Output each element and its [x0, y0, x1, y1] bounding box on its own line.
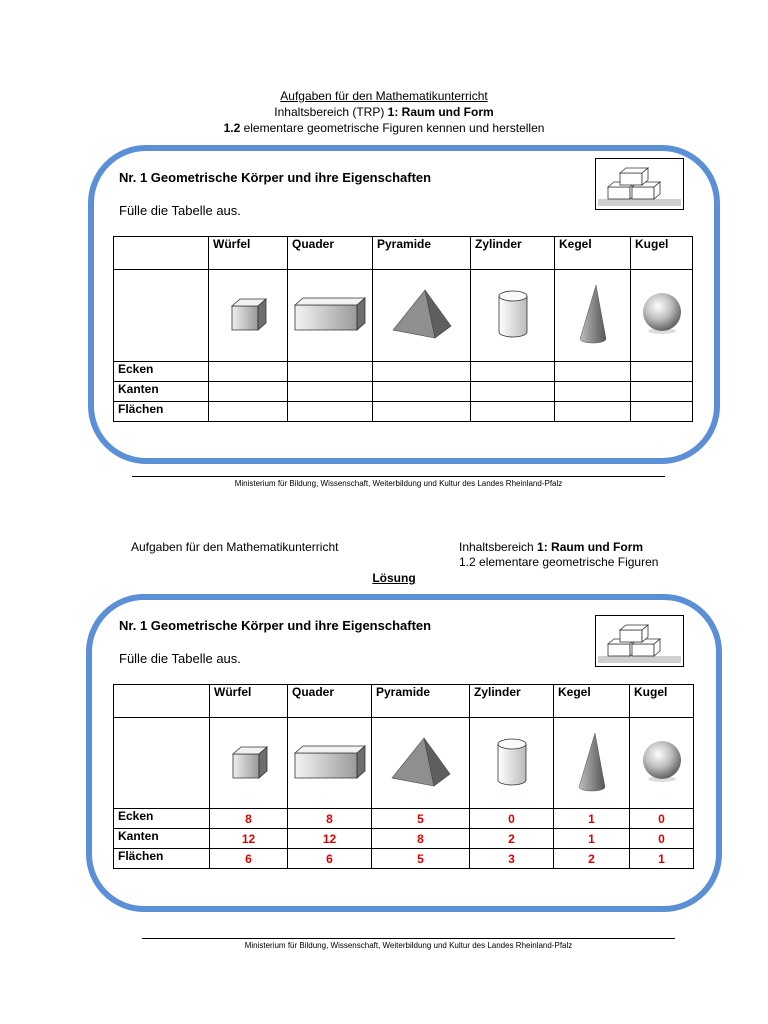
page1-blocks-thumbnail — [595, 158, 684, 210]
page1-footer: Ministerium für Bildung, Wissenschaft, Weiterbildung und Kultur des Landes Rheinland-Pfalz — [234, 479, 563, 488]
column-header: Pyramide — [372, 685, 470, 718]
page2-blocks-thumbnail — [595, 615, 684, 667]
sphere-icon — [640, 293, 684, 338]
answer-cell: 0 — [470, 809, 554, 829]
pyramid-icon — [390, 736, 452, 791]
table-corner-cell — [114, 685, 210, 718]
row-header: Ecken — [114, 362, 209, 382]
column-header: Würfel — [209, 237, 288, 270]
page2-header-left: Aufgaben für den Mathematikunterricht — [131, 540, 339, 554]
answer-cell: 1 — [554, 829, 630, 849]
page1-footer-divider — [132, 476, 665, 477]
answer-cell: 12 — [210, 829, 288, 849]
page2-footer: Ministerium für Bildung, Wissenschaft, Weiterbildung und Kultur des Landes Rheinland-Pfalz — [244, 941, 573, 950]
page1-header — [184, 88, 584, 136]
pyramid-icon — [391, 288, 453, 343]
table-header-row — [114, 685, 694, 718]
answer-cell: 8 — [210, 809, 288, 829]
page2-footer-divider — [142, 938, 675, 939]
answer-cell: 5 — [372, 849, 470, 869]
answer-cell: 12 — [288, 829, 372, 849]
column-header: Kegel — [555, 237, 631, 270]
cuboid-icon — [293, 744, 367, 783]
cuboid-icon — [293, 296, 367, 335]
column-header: Kegel — [554, 685, 630, 718]
column-header: Quader — [288, 237, 373, 270]
shape-cell — [471, 270, 555, 362]
table-corner-cell — [114, 237, 209, 270]
shape-cell — [210, 718, 288, 809]
column-header: Pyramide — [373, 237, 471, 270]
answer-cell-empty[interactable] — [209, 382, 288, 402]
table-row — [114, 362, 693, 382]
answer-cell-empty[interactable] — [471, 382, 555, 402]
answer-cell-empty[interactable] — [555, 382, 631, 402]
answer-cell-empty[interactable] — [631, 382, 693, 402]
table-row — [114, 849, 694, 869]
shape-cell — [209, 270, 288, 362]
page1-task-title: Nr. 1 Geometrische Körper und ihre Eigenschaften — [119, 170, 432, 185]
sphere-icon — [640, 741, 684, 786]
page2-instruction: Fülle die Tabelle aus. — [119, 651, 241, 666]
page1-properties-table — [113, 236, 693, 422]
answer-cell: 8 — [372, 829, 470, 849]
table-shape-row — [114, 718, 694, 809]
table-row — [114, 809, 694, 829]
blocks-icon — [596, 159, 683, 209]
page1-header-line1: Aufgaben für den Mathematikunterricht — [280, 89, 488, 103]
answer-cell: 2 — [470, 829, 554, 849]
blocks-icon — [596, 616, 683, 666]
answer-cell: 8 — [288, 809, 372, 829]
row-header: Kanten — [114, 829, 210, 849]
page1-header-line2: Inhaltsbereich (TRP) 1: Raum und Form — [274, 105, 494, 119]
shape-cell — [630, 718, 694, 809]
shape-cell — [554, 718, 630, 809]
shape-cell — [288, 270, 373, 362]
page1-instruction: Fülle die Tabelle aus. — [119, 203, 241, 218]
row-header: Flächen — [114, 402, 209, 422]
page2-header-right: Inhaltsbereich 1: Raum und Form 1.2 elementare geometrische Figuren — [459, 540, 659, 569]
column-header: Quader — [288, 685, 372, 718]
column-header: Kugel — [631, 237, 693, 270]
table-row — [114, 382, 693, 402]
cylinder-icon — [497, 289, 529, 342]
table-row — [114, 402, 693, 422]
answer-cell: 6 — [210, 849, 288, 869]
shape-cell — [555, 270, 631, 362]
cone-icon — [575, 731, 609, 796]
table-shape-row — [114, 270, 693, 362]
answer-cell-empty[interactable] — [288, 362, 373, 382]
answer-cell-empty[interactable] — [209, 402, 288, 422]
page2-solution-table — [113, 684, 694, 869]
table-row — [114, 829, 694, 849]
answer-cell-empty[interactable] — [555, 362, 631, 382]
answer-cell-empty[interactable] — [373, 362, 471, 382]
answer-cell: 5 — [372, 809, 470, 829]
page2-solution-heading: Lösung — [372, 571, 416, 585]
table-header-row — [114, 237, 693, 270]
answer-cell-empty[interactable] — [555, 402, 631, 422]
answer-cell: 3 — [470, 849, 554, 869]
cube-icon — [228, 296, 268, 335]
shape-cell — [470, 718, 554, 809]
answer-cell-empty[interactable] — [288, 402, 373, 422]
shape-cell — [372, 718, 470, 809]
answer-cell-empty[interactable] — [373, 402, 471, 422]
column-header: Würfel — [210, 685, 288, 718]
answer-cell-empty[interactable] — [288, 382, 373, 402]
answer-cell: 0 — [630, 809, 694, 829]
answer-cell: 0 — [630, 829, 694, 849]
page2-task-title: Nr. 1 Geometrische Körper und ihre Eigenschaften — [119, 618, 432, 633]
answer-cell-empty[interactable] — [631, 362, 693, 382]
answer-cell: 1 — [554, 809, 630, 829]
answer-cell: 6 — [288, 849, 372, 869]
answer-cell-empty[interactable] — [209, 362, 288, 382]
page1-header-line3: 1.2 elementare geometrische Figuren kennen und herstellen — [223, 121, 545, 135]
shape-cell — [288, 718, 372, 809]
answer-cell: 2 — [554, 849, 630, 869]
column-header: Kugel — [630, 685, 694, 718]
table-empty-cell — [114, 718, 210, 809]
answer-cell: 1 — [630, 849, 694, 869]
row-header: Ecken — [114, 809, 210, 829]
row-header: Flächen — [114, 849, 210, 869]
shape-cell — [631, 270, 693, 362]
cube-icon — [229, 744, 269, 783]
answer-cell-empty[interactable] — [631, 402, 693, 422]
answer-cell-empty[interactable] — [471, 402, 555, 422]
row-header: Kanten — [114, 382, 209, 402]
answer-cell-empty[interactable] — [471, 362, 555, 382]
cylinder-icon — [496, 737, 528, 790]
shape-cell — [373, 270, 471, 362]
column-header: Zylinder — [470, 685, 554, 718]
answer-cell-empty[interactable] — [373, 382, 471, 402]
column-header: Zylinder — [471, 237, 555, 270]
table-empty-cell — [114, 270, 209, 362]
cone-icon — [576, 283, 610, 348]
